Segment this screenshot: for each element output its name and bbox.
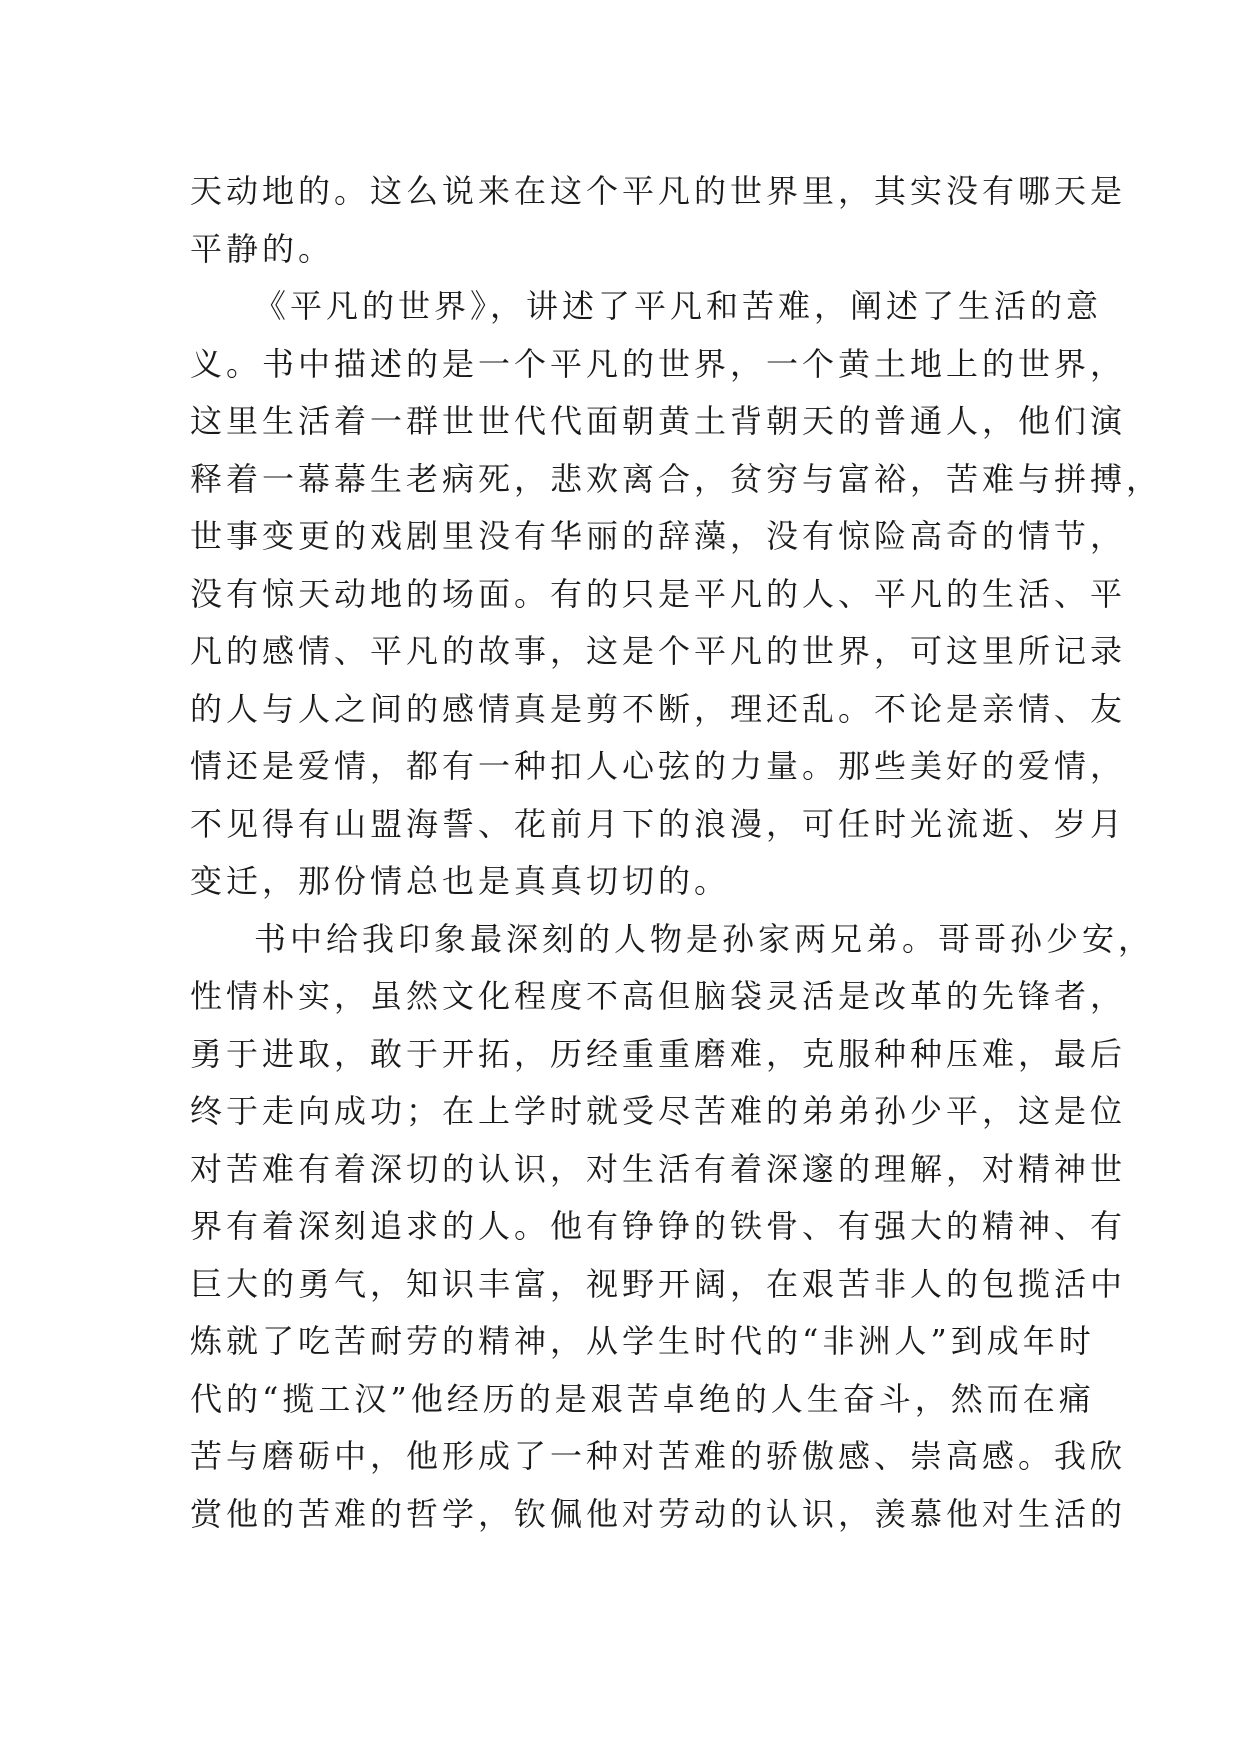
text-line: 世事变更的戏剧里没有华丽的辞藻，没有惊险高奇的情节，	[190, 517, 1127, 555]
body-text	[190, 163, 1163, 1543]
text-line: 情还是爱情，都有一种扣人心弦的力量。那些美好的爱情，	[190, 747, 1127, 785]
text-line: 平静的。	[190, 229, 335, 268]
text-line: 界有着深刻追求的人。他有铮铮的铁骨、有强大的精神、有	[190, 1207, 1127, 1245]
text-line: 勇于进取，敢于开拓，历经重重磨难，克服种种压难，最后	[190, 1034, 1127, 1073]
text-line: 不见得有山盟海誓、花前月下的浪漫，可任时光流逝、岁月	[190, 804, 1127, 843]
text-line: 天动地的。这么说来在这个平凡的世界里，其实没有哪天是	[190, 172, 1127, 210]
text-line: 的人与人之间的感情真是剪不断，理还乱。不论是亲情、友	[190, 689, 1127, 728]
text-line: 代的“揽工汉”他经历的是艰苦卓绝的人生奋斗，然而在痛	[190, 1379, 1095, 1418]
text-line: 巨大的勇气，知识丰富，视野开阔，在艰苦非人的包揽活中	[190, 1264, 1127, 1303]
text-line: 没有惊天动地的场面。有的只是平凡的人、平凡的生活、平	[190, 574, 1127, 613]
text-line: 炼就了吃苦耐劳的精神，从学生时代的“非洲人”到成年时	[190, 1322, 1095, 1360]
paragraph-start-line: 《平凡的世界》，讲述了平凡和苦难，阐述了生活的意	[254, 287, 1103, 325]
paragraph-start-line: 书中给我印象最深刻的人物是孙家两兄弟。哥哥孙少安，	[254, 919, 1155, 958]
text-line: 性情朴实，虽然文化程度不高但脑袋灵活是改革的先锋者，	[190, 977, 1127, 1015]
text-line: 苦与磨砺中，他形成了一种对苦难的骄傲感、崇高感。我欣	[190, 1437, 1127, 1475]
text-line: 释着一幕幕生老病死，悲欢离合，贫穷与富裕，苦难与拼搏，	[190, 459, 1163, 498]
text-line: 义。书中描述的是一个平凡的世界，一个黄土地上的世界，	[190, 344, 1127, 383]
text-line: 凡的感情、平凡的故事，这是个平凡的世界，可这里所记录	[190, 632, 1127, 670]
text-line: 这里生活着一群世世代代面朝黄土背朝天的普通人，他们演	[190, 402, 1127, 440]
text-line: 赏他的苦难的哲学，钦佩他对劳动的认识，羡慕他对生活的	[190, 1494, 1127, 1533]
text-line: 变迁，那份情总也是真真切切的。	[190, 862, 731, 900]
text-line: 对苦难有着深切的认识，对生活有着深邃的理解，对精神世	[190, 1149, 1127, 1188]
text-line: 终于走向成功；在上学时就受尽苦难的弟弟孙少平，这是位	[190, 1092, 1127, 1130]
